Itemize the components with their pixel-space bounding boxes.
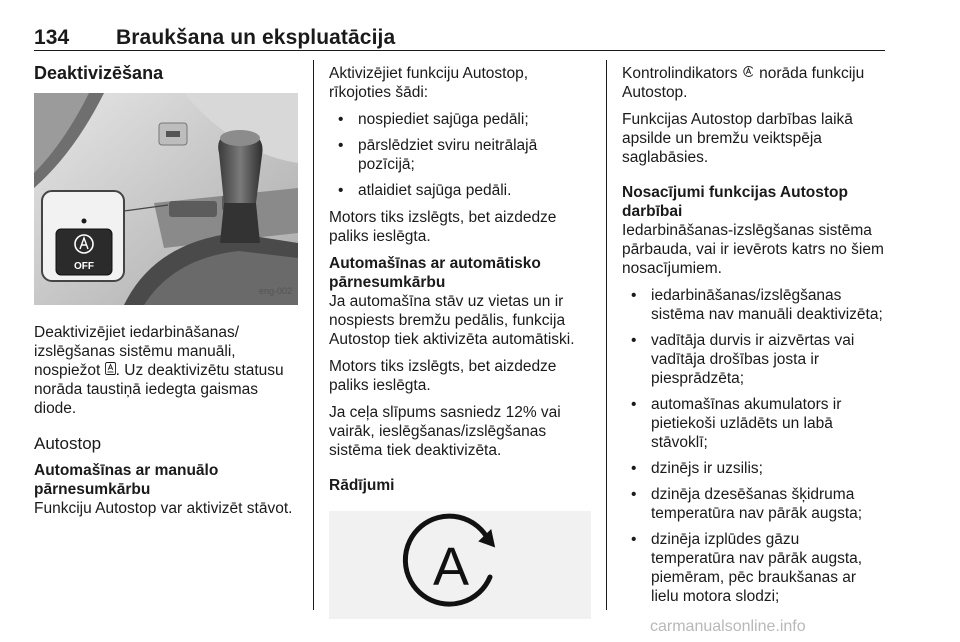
list-item: • pārslēdziet sviru neitrālajā pozīcijā; <box>329 136 594 174</box>
list-item: • dzinējs ir uzsilis; <box>622 459 887 478</box>
list-item: • dzinēja dzesēšanas šķidruma temperatūra nav pārāk augsta; <box>622 485 887 523</box>
list-item: • iedarbināšanas/izslēgšanas sistēma nav manuāli deaktivizēta; <box>622 286 887 324</box>
conditions-list <box>622 286 887 606</box>
page-number: 134 <box>34 26 70 49</box>
slope-text: Ja ceļa slīpums sasniedz 12% vai vairāk, ieslēgšanas/izslēgšanas sistēma tiek deaktivizēta. <box>329 404 561 459</box>
indicator-text-a: Kontrolindikators <box>622 65 742 82</box>
watermark: carmanualsonline.info <box>650 618 806 635</box>
conditions-intro: Iedarbināšanas-izslēgšanas sistēma pārbauda, vai ir ievērots katrs no šiem nosacījumiem. <box>622 222 884 277</box>
list-item: • atlaidiet sajūga pedāli. <box>329 181 594 200</box>
activation-intro: Aktivizējiet funkciju Autostop, rīkojoties šādi: <box>329 65 529 101</box>
autostop-off-inline-icon <box>105 361 116 380</box>
automatic-transmission-text: Ja automašīna stāv uz vietas un ir nospiests bremžu pedālis, funkcija Autostop tiek aktivizēta automātiski. <box>329 293 575 348</box>
manual-transmission-text: Funkciju Autostop var aktivizēt stāvot. <box>34 500 293 517</box>
autostop-indicator-icon <box>329 511 591 619</box>
deactivation-text-a: Deaktivizējiet iedarbināšanas/ izslēgšanas sistēmu manuāli, nospiežot <box>34 324 240 379</box>
autostop-indicator-figure <box>329 511 591 619</box>
engine-stopped-text: Motors tiks izslēgts, bet aizdedze paliks ieslēgta. <box>329 209 557 245</box>
chapter-title: Braukšana un ekspluatācija <box>116 26 396 49</box>
heading-indicators: Rādījumi <box>329 477 395 494</box>
off-label: OFF <box>74 261 94 272</box>
indicator-letter: A <box>432 537 470 597</box>
page-header <box>34 26 395 50</box>
column-1 <box>34 64 304 526</box>
autostop-button-photo <box>34 93 298 305</box>
column-divider-1 <box>313 60 314 610</box>
column-2 <box>329 64 594 619</box>
heading-conditions: Nosacījumi funkcijas Autostop darbībai <box>622 184 848 220</box>
list-item: • dzinēja izplūdes gāzu temperatūra nav pārāk augsta, piemēram, pēc braukšanas ar lielu motora slodzi; <box>622 530 887 606</box>
section-title-deactivation: Deaktivizēšana <box>34 63 164 83</box>
heading-automatic-transmission: Automašīnas ar automātisko pārnesumkārbu <box>329 255 541 291</box>
list-item: • automašīnas akumulators ir pietiekoši uzlādēts un labā stāvoklī; <box>622 395 887 452</box>
column-3 <box>622 64 887 614</box>
heading-manual-transmission: Automašīnas ar manuālo pārnesumkārbu <box>34 462 219 498</box>
indicator-description <box>622 64 887 102</box>
section-title-autostop: Autostop <box>34 434 102 453</box>
list-item: • vadītāja durvis ir aizvērtas vai vadītāja drošības josta ir piesprādzēta; <box>622 331 887 388</box>
header-rule <box>34 50 885 51</box>
deactivation-paragraph <box>34 323 304 418</box>
image-code: eng-002 <box>258 286 292 296</box>
autostop-operation-text: Funkcijas Autostop darbības laikā apsilde un bremžu veiktspēja saglabāsies. <box>622 111 853 166</box>
engine-stopped-text-2: Motors tiks izslēgts, bet aizdedze paliks ieslēgta. <box>329 358 557 394</box>
activation-steps <box>329 110 594 200</box>
dashboard-illustration <box>34 93 298 305</box>
list-item: • nospiediet sajūga pedāli; <box>329 110 594 129</box>
deactivation-text-b: . Uz deaktivizētu statusu norāda taustiņā iedegta gaismas diode. <box>34 362 284 417</box>
indicator-text-b: norāda funkciju Autostop. <box>622 65 865 101</box>
autostop-indicator-inline-icon <box>742 64 755 83</box>
column-divider-2 <box>606 60 607 610</box>
